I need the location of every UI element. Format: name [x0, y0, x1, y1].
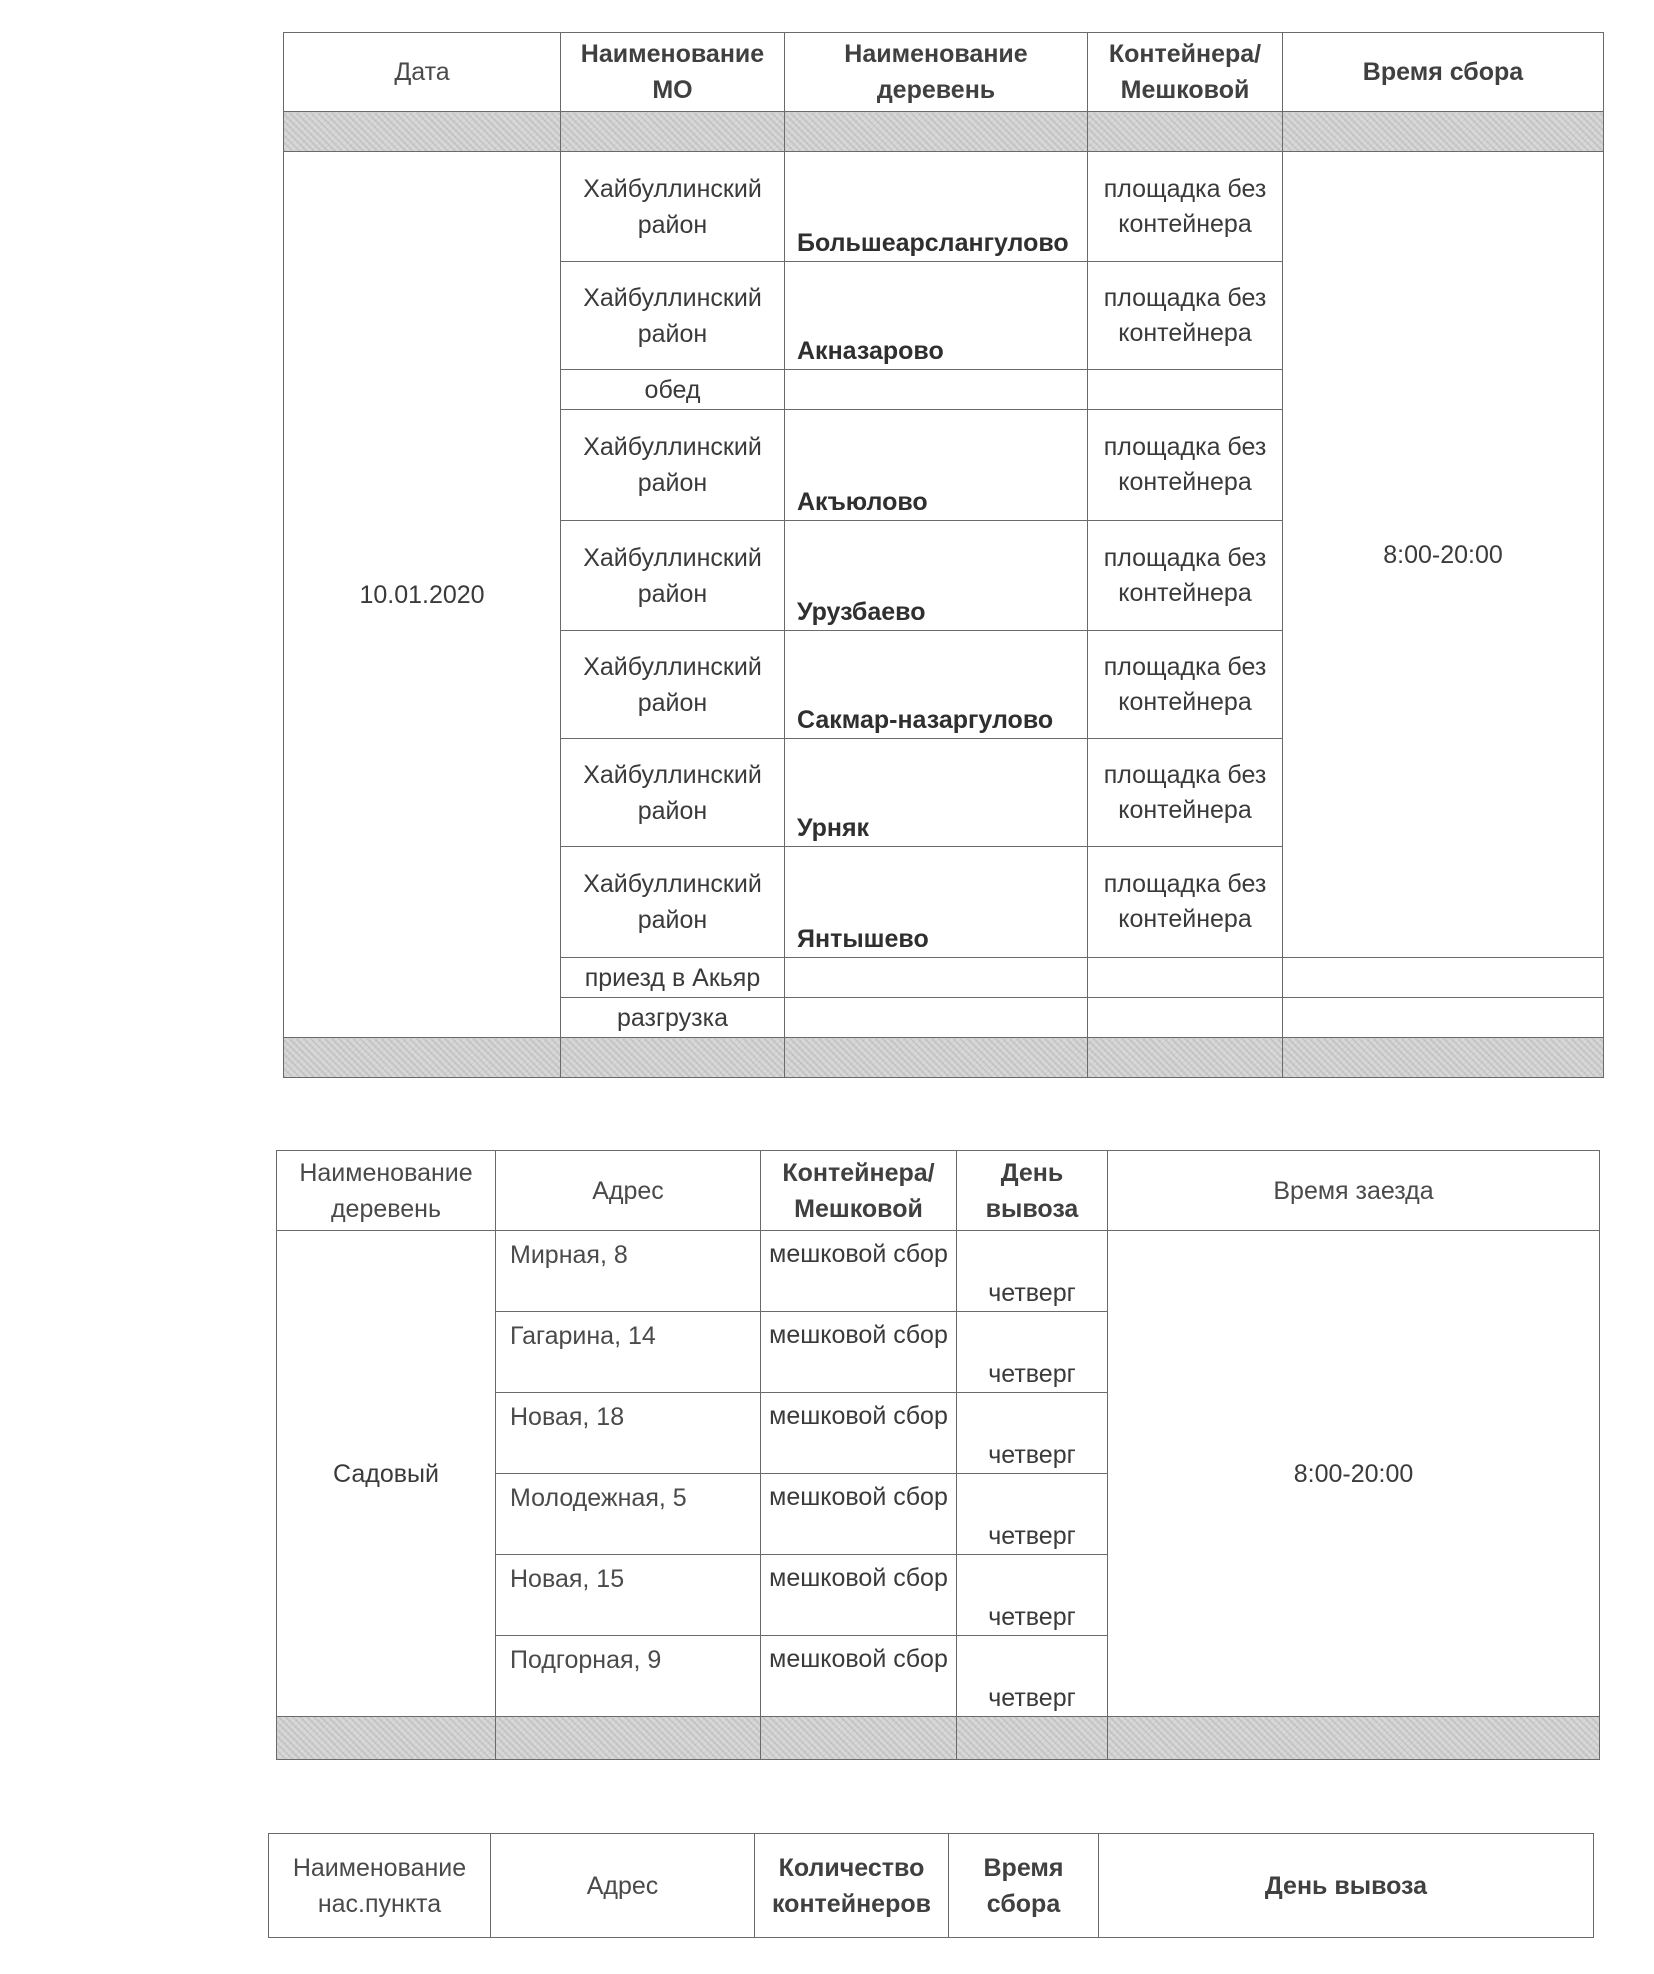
table-header-row: [269, 1834, 1594, 1938]
shaded-cell: [957, 1717, 1108, 1760]
shaded-cell: [496, 1717, 761, 1760]
village-cell: Сакмар-назаргулово: [785, 631, 1088, 739]
village-cell: Акъюлово: [785, 410, 1088, 521]
container-cell: мешковой сбор: [761, 1231, 957, 1312]
container-cell: [1088, 998, 1283, 1038]
shaded-row: [284, 1038, 1604, 1078]
header-village: Наименование деревень: [277, 1151, 496, 1231]
village-cell: Акназарово: [785, 262, 1088, 370]
village-cell: [785, 998, 1088, 1038]
time-cell-empty: [1283, 998, 1604, 1038]
village-cell: Урняк: [785, 739, 1088, 847]
mo-cell: Хайбуллинский район: [561, 847, 785, 958]
header-address: Адрес: [491, 1834, 755, 1938]
date-cell: 10.01.2020: [284, 152, 561, 1038]
shaded-cell: [785, 1038, 1088, 1078]
day-cell: четверг: [957, 1555, 1108, 1636]
container-cell: мешковой сбор: [761, 1555, 957, 1636]
shaded-cell: [785, 112, 1088, 152]
table-header-row: [277, 1151, 1600, 1231]
table-header-row: [284, 33, 1604, 112]
collection-schedule-table: [283, 32, 1604, 1078]
village-cell: Садовый: [277, 1231, 496, 1717]
mo-cell: Хайбуллинский район: [561, 262, 785, 370]
header-time: Время сбора: [1283, 33, 1604, 112]
container-cell: [1088, 370, 1283, 410]
time-cell: 8:00-20:00: [1108, 1231, 1600, 1717]
address-cell: Гагарина, 14: [496, 1312, 761, 1393]
container-cell: площадка без контейнера: [1088, 847, 1283, 958]
header-date: Дата: [284, 33, 561, 112]
container-cell: [1088, 958, 1283, 998]
day-cell: четверг: [957, 1393, 1108, 1474]
container-cell: площадка без контейнера: [1088, 410, 1283, 521]
header-settlement: Наименование нас.пункта: [269, 1834, 491, 1938]
address-cell: Новая, 18: [496, 1393, 761, 1474]
header-container: Контейнера/ Мешковой: [1088, 33, 1283, 112]
shaded-cell: [284, 1038, 561, 1078]
container-cell: площадка без контейнера: [1088, 739, 1283, 847]
container-cell: площадка без контейнера: [1088, 631, 1283, 739]
shaded-cell: [561, 1038, 785, 1078]
shaded-row: [277, 1717, 1600, 1760]
day-cell: четверг: [957, 1474, 1108, 1555]
shaded-cell: [1283, 1038, 1604, 1078]
address-schedule-table: [276, 1150, 1600, 1760]
day-cell: четверг: [957, 1312, 1108, 1393]
village-cell: [785, 958, 1088, 998]
container-cell: площадка без контейнера: [1088, 262, 1283, 370]
header-time: Время заезда: [1108, 1151, 1600, 1231]
shaded-row: [284, 112, 1604, 152]
mo-cell: разгрузка: [561, 998, 785, 1038]
shaded-cell: [761, 1717, 957, 1760]
mo-cell: Хайбуллинский район: [561, 631, 785, 739]
time-cell-empty: [1283, 958, 1604, 998]
village-cell: Урузбаево: [785, 521, 1088, 631]
mo-cell: Хайбуллинский район: [561, 410, 785, 521]
shaded-cell: [1088, 1038, 1283, 1078]
header-mo: Наименование МО: [561, 33, 785, 112]
mo-cell: Хайбуллинский район: [561, 521, 785, 631]
time-cell: 8:00-20:00: [1283, 152, 1604, 958]
mo-cell: Хайбуллинский район: [561, 152, 785, 262]
header-day: День вывоза: [957, 1151, 1108, 1231]
address-cell: Новая, 15: [496, 1555, 761, 1636]
mo-cell: Хайбуллинский район: [561, 739, 785, 847]
header-count: Количество контейнеров: [755, 1834, 949, 1938]
header-time: Время сбора: [949, 1834, 1099, 1938]
shaded-cell: [284, 112, 561, 152]
container-cell: мешковой сбор: [761, 1312, 957, 1393]
shaded-cell: [1108, 1717, 1600, 1760]
container-cell: мешковой сбор: [761, 1474, 957, 1555]
address-cell: Мирная, 8: [496, 1231, 761, 1312]
shaded-cell: [1283, 112, 1604, 152]
container-schedule-table: [268, 1833, 1594, 1938]
village-cell: [785, 370, 1088, 410]
address-cell: Подгорная, 9: [496, 1636, 761, 1717]
header-day: День вывоза: [1099, 1834, 1594, 1938]
day-cell: четверг: [957, 1231, 1108, 1312]
table-row: [277, 1231, 1600, 1312]
shaded-cell: [1088, 112, 1283, 152]
header-container: Контейнера/ Мешковой: [761, 1151, 957, 1231]
village-cell: Большеарслангулово: [785, 152, 1088, 262]
container-cell: площадка без контейнера: [1088, 521, 1283, 631]
mo-cell: приезд в Акьяр: [561, 958, 785, 998]
mo-cell: обед: [561, 370, 785, 410]
table-row: [284, 152, 1604, 262]
header-village: Наименование деревень: [785, 33, 1088, 112]
header-address: Адрес: [496, 1151, 761, 1231]
container-cell: мешковой сбор: [761, 1636, 957, 1717]
shaded-cell: [277, 1717, 496, 1760]
address-cell: Молодежная, 5: [496, 1474, 761, 1555]
shaded-cell: [561, 112, 785, 152]
day-cell: четверг: [957, 1636, 1108, 1717]
village-cell: Янтышево: [785, 847, 1088, 958]
container-cell: площадка без контейнера: [1088, 152, 1283, 262]
container-cell: мешковой сбор: [761, 1393, 957, 1474]
